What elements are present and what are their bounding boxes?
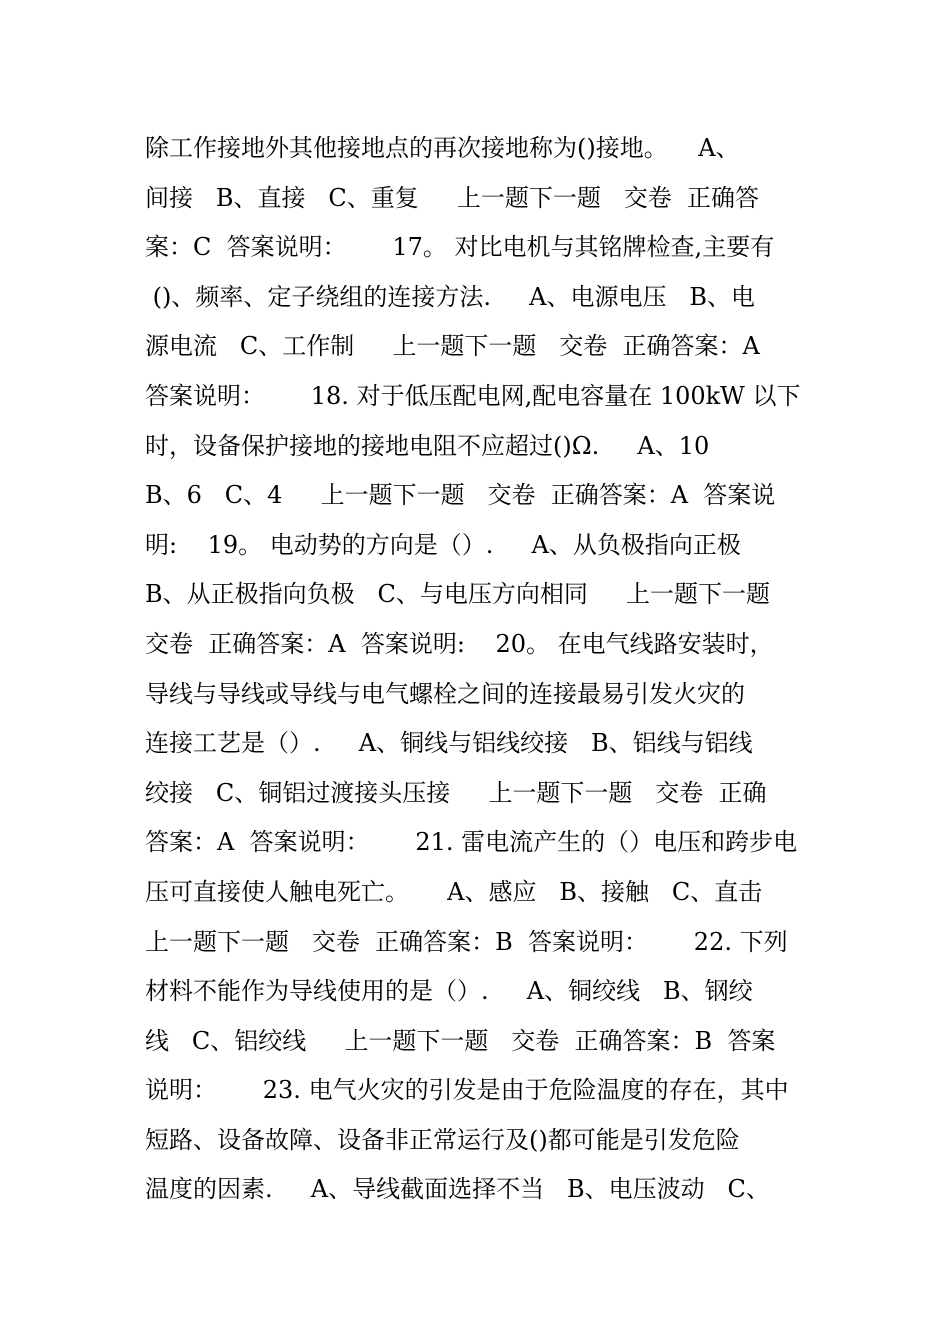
text-line: 导线与导线或导线与电气螺栓之间的连接最易引发火灾的 [145,679,745,708]
text-line: 说明： 23. 电气火灾的引发是由于危险温度的存在，其中 [145,1076,789,1105]
text-line: B、从正极指向负极 C、与电压方向相同 上一题下一题 [145,580,771,609]
text-line: 除工作接地外其他接地点的再次接地称为()接地。 A、 [145,134,740,162]
text-line: 明: 19。 电动势的方向是（）. A、从负极指向正极 [145,530,741,559]
text-line: 时，设备保护接地的接地电阻不应超过()Ω. A、10 [145,431,710,460]
text-line: 压可直接使人触电死亡。 A、感应 B、接触 C、直击 [145,877,763,906]
text-line: 温度的因素. A、导线截面选择不当 B、电压波动 C、 [145,1175,770,1204]
text-line: 上一题下一题 交卷 正确答案：B 答案说明： 22. 下列 [145,927,788,956]
text-line: 绞接 C、铜铝过渡接头压接 上一题下一题 交卷 正确 [145,778,767,807]
text-line: 连接工艺是（）. A、铜线与铝线绞接 B、铝线与铝线 [145,729,753,758]
text-line: 答案说明： 18. 对于低压配电网,配电容量在 100kW 以下 [145,381,801,410]
text-line: 间接 B、直接 C、重复 上一题下一题 交卷 正确答 [145,183,760,212]
text-line: 案：C 答案说明： 17。 对比电机与其铭牌检查,主要有 [145,233,775,262]
text-line: 短路、设备故障、设备非正常运行及()都可能是引发危险 [145,1125,740,1154]
text-line: B、6 C、4 上一题下一题 交卷 正确答案：A 答案说 [145,481,776,510]
document-body [145,124,825,1215]
text-line: 答案：A 答案说明： 21. 雷电流产生的（）电压和跨步电 [145,828,798,857]
text-line: 交卷 正确答案：A 答案说明: 20。 在电气线路安装时， [145,629,774,658]
text-line: 线 C、铝绞线 上一题下一题 交卷 正确答案：B 答案 [145,1026,776,1055]
text-line: 源电流 C、工作制 上一题下一题 交卷 正确答案：A [145,332,760,361]
text-line: ()、频率、定子绕组的连接方法. A、电源电压 B、电 [145,282,755,311]
text-line: 材料不能作为导线使用的是（）. A、铜绞线 B、钢绞 [145,977,753,1006]
